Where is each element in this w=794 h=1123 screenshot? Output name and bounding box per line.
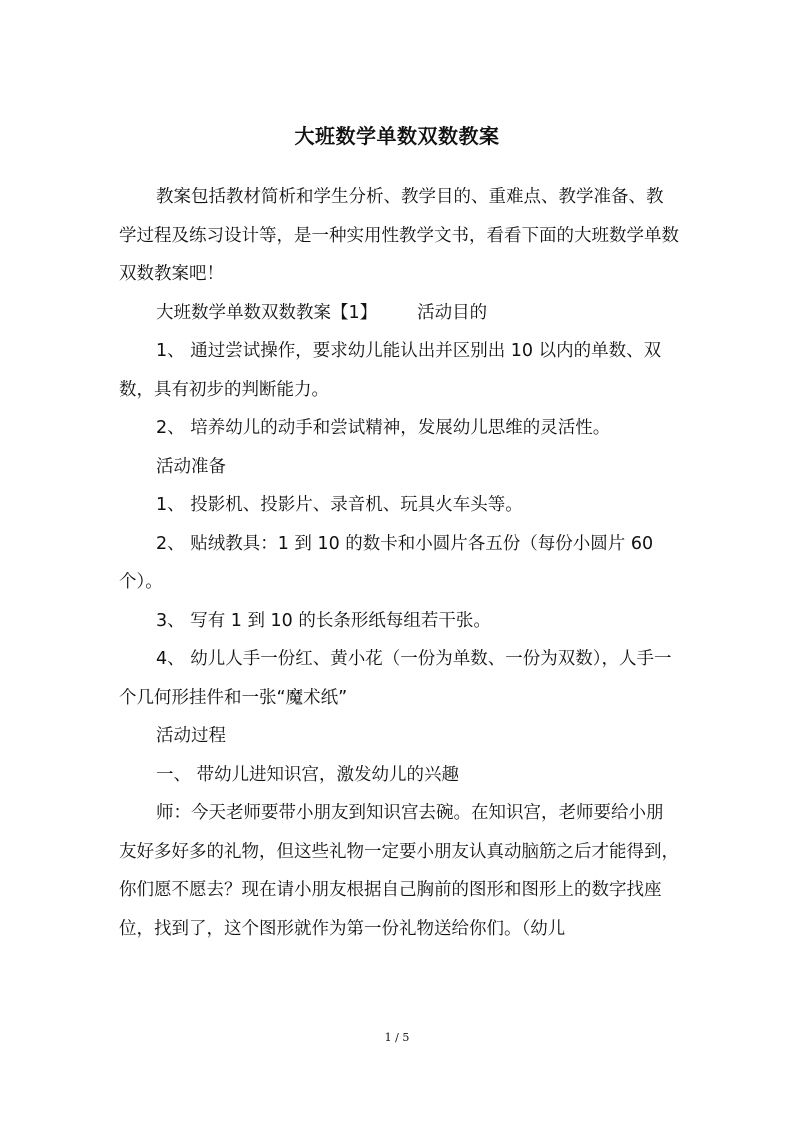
- intro-paragraph: 教案包括教材简析和学生分析、教学目的、重难点、教学准备、教学过程及练习设计等，是一种实用性教学文书，看看下面的大班数学单数双数教案吧！: [119, 187, 679, 284]
- teacher-dialogue: 师：今天老师要带小朋友到知识宫去碗。在知识宫，老师要给小朋友好多好多的礼物，但这些礼物一定要小朋友认真动脑筋之后才能得到，你们愿不愿去？现在请小朋友根据自己胸前的图形和图形上的数字找座位，找到了，这个图形就作为第一份礼物送给你们。（幼儿: [119, 803, 679, 939]
- document-body: [119, 178, 679, 948]
- document-title: 大班数学单数双数教案: [294, 124, 500, 148]
- page-number: 1 / 5: [384, 1031, 410, 1044]
- prep-item-2: 2、 贴绒教具：1 到 10 的数卡和小圆片各五份（每份小圆片 60 个）。: [119, 533, 654, 592]
- goal-item-2: 2、 培养幼儿的动手和尝试精神，发展幼儿思维的灵活性。: [156, 418, 611, 438]
- goal-item-1: 1、 通过尝试操作，要求幼儿能认出并区别出 10 以内的单数、双数，具有初步的判断能力。: [119, 341, 662, 400]
- process-step-1: 一、 带幼儿进知识宫，激发幼儿的兴趣: [156, 764, 460, 785]
- prep-item-1: 1、 投影机、投影片、录音机、玩具火车头等。: [156, 495, 523, 515]
- activity-goal-heading: 活动目的: [417, 302, 488, 323]
- prep-item-4: 4、 幼儿人手一份红、黄小花（一份为单数、一份为双数），人手一个几何形挂件和一张“魔术纸”: [119, 649, 672, 708]
- section-heading-line: [119, 294, 679, 333]
- process-heading: 活动过程: [156, 726, 226, 746]
- prep-item-3: 3、 写有 1 到 10 的长条形纸每组若干张。: [156, 610, 491, 631]
- preparation-heading: 活动准备: [156, 456, 226, 477]
- lesson-subtitle: 大班数学单数双数教案【1】: [156, 302, 378, 323]
